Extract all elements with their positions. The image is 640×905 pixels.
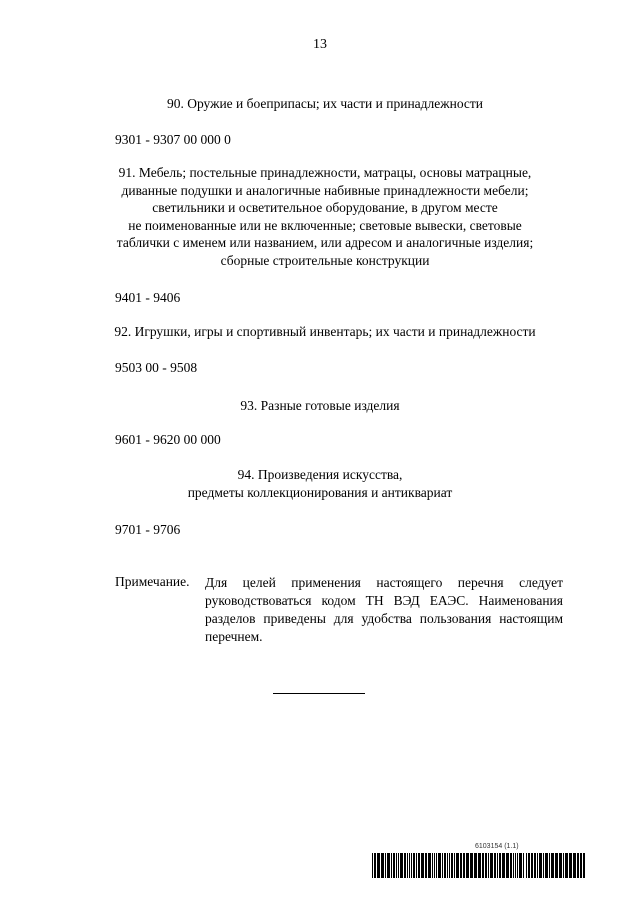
section-94-code: 9701 - 9706 [115,522,181,537]
heading-line: сборные строительные конструкции [220,252,430,268]
section-90-code: 9301 - 9307 00 000 0 [115,132,231,147]
section-93-heading [95,397,545,415]
section-93-code: 9601 - 9620 00 000 [115,432,221,447]
heading-line: 92. Игрушки, игры и спортивный инвентарь; их части и принадлежности [114,324,536,339]
section-91-code: 9401 - 9406 [115,290,181,305]
heading-line: 90. Оружие и боеприпасы; их части и принадлежности [166,96,484,111]
heading-line: светильники и осветительное оборудование, в другом месте [152,200,498,215]
note-text: Для целей применения настоящего перечня следует руководствоваться кодом ТН ВЭД ЕАЭС. Наименования разделов приведены для удобства пользования настоящим перечнем. [205,575,563,644]
heading-line: предметы коллекционирования и антиквариат [187,484,453,500]
heading-line: 93. Разные готовые изделия [240,398,400,413]
closing-rule [273,693,365,694]
heading-line: диванные подушки и аналогичные набивные принадлежности мебели; [121,182,529,198]
section-92-code: 9503 00 - 9508 [115,360,198,375]
heading-line: 91. Мебель; постельные принадлежности, матрацы, основы матрацные, [118,165,532,180]
barcode [372,853,586,878]
heading-line: таблички с именем или названием, или адресом и аналогичные изделия; [116,235,534,250]
page-number: 13 [313,37,327,52]
heading-line: 94. Произведения искусства, [237,467,403,482]
section-90-heading [100,95,550,113]
section-94-heading [95,466,545,501]
section-91-heading [100,164,550,269]
heading-line: не поименованные или не включенные; световые вывески, световые [128,217,522,233]
barcode-caption: 6103154 (1.1) [475,843,519,850]
section-92-heading [70,323,580,341]
note-label: Примечание. [115,574,190,589]
